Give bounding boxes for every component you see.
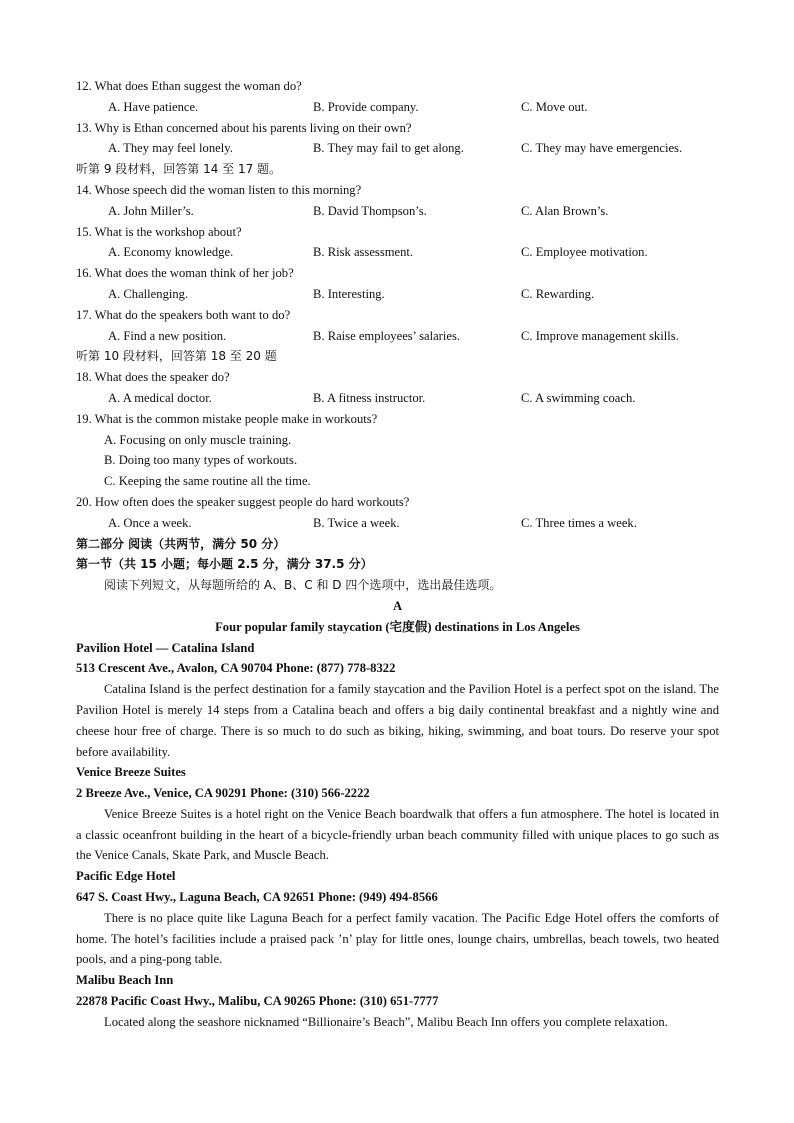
question-17-option-a[interactable]: A. Find a new position.	[108, 328, 227, 343]
question-14-option-c[interactable]: C. Alan Brown’s.	[521, 203, 609, 218]
reading-section-title: 第一节（共 15 小题；每小题 2.5 分，满分 37.5 分）	[76, 557, 373, 572]
question-12-option-a[interactable]: A. Have patience.	[108, 99, 199, 114]
hotel-1-address: 513 Crescent Ave., Avalon, CA 90704 Phone: (877) 778-8322	[76, 661, 396, 676]
question-16-option-c[interactable]: C. Rewarding.	[521, 286, 595, 301]
reading-part-title: 第二部分 阅读（共两节，满分 50 分）	[76, 536, 286, 551]
question-13-stem: 13. Why is Ethan concerned about his parents living on their own?	[76, 120, 412, 135]
question-12-option-b[interactable]: B. Provide company.	[313, 99, 419, 114]
question-15-option-c[interactable]: C. Employee motivation.	[521, 245, 648, 260]
question-13-option-b[interactable]: B. They may fail to get along.	[313, 141, 464, 156]
question-16-option-b[interactable]: B. Interesting.	[313, 286, 385, 301]
question-14-options	[76, 201, 719, 222]
question-20-stem: 20. How often does the speaker suggest people do hard workouts?	[76, 494, 410, 509]
question-20-options	[76, 513, 719, 534]
hotel-2-name: Venice Breeze Suites	[76, 765, 186, 780]
question-17-stem: 17. What do the speakers both want to do?	[76, 307, 291, 322]
question-16-options	[76, 284, 719, 305]
hotel-3-description	[76, 908, 719, 970]
question-20-option-c[interactable]: C. Three times a week.	[521, 515, 637, 530]
question-12-options	[76, 97, 719, 118]
question-12-option-c[interactable]: C. Move out.	[521, 99, 588, 114]
question-19-stem: 19. What is the common mistake people make in workouts?	[76, 411, 378, 426]
question-13-options	[76, 138, 719, 159]
hotel-2-address: 2 Breeze Ave., Venice, CA 90291 Phone: (310) 566-2222	[76, 786, 370, 801]
question-12-stem: 12. What does Ethan suggest the woman do?	[76, 79, 302, 93]
question-14-option-b[interactable]: B. David Thompson’s.	[313, 203, 427, 218]
question-17-option-b[interactable]: B. Raise employees’ salaries.	[313, 328, 460, 343]
hotel-4-address: 22878 Pacific Coast Hwy., Malibu, CA 90265 Phone: (310) 651-7777	[76, 994, 439, 1009]
question-18-option-b[interactable]: B. A fitness instructor.	[313, 390, 426, 405]
passage-letter: A	[392, 598, 403, 613]
question-14-option-a[interactable]: A. John Miller’s.	[108, 203, 194, 218]
page-content	[76, 76, 719, 1033]
hotel-4-text: Located along the seashore nicknamed “Billionaire’s Beach”, Malibu Beach Inn offers you complete relaxation.	[104, 1014, 668, 1029]
listening-instruction-10: 听第 10 段材料，回答第 18 至 20 题	[76, 349, 277, 364]
hotel-3-address: 647 S. Coast Hwy., Laguna Beach, CA 92651 Phone: (949) 494-8566	[76, 890, 438, 905]
question-16-option-a[interactable]: A. Challenging.	[108, 286, 189, 301]
hotel-3-text: There is no place quite like Laguna Beach for a perfect family vacation. The Pacific Edge Hotel offers the comforts of home. The hotel’s facilities include a praised pack ’n’ play for little ones, lounge chairs, umbrellas, beach towels, two heated pools, and a ping-pong table.	[76, 910, 719, 967]
question-15-options	[76, 242, 719, 263]
question-18-option-c[interactable]: C. A swimming coach.	[521, 390, 636, 405]
question-15-option-b[interactable]: B. Risk assessment.	[313, 245, 414, 260]
question-14-stem: 14. Whose speech did the woman listen to this morning?	[76, 182, 362, 197]
hotel-2-description	[76, 804, 719, 866]
hotel-3-name: Pacific Edge Hotel	[76, 869, 176, 884]
question-19-option-c[interactable]: C. Keeping the same routine all the time.	[104, 474, 311, 489]
question-17-option-c[interactable]: C. Improve management skills.	[521, 328, 679, 343]
question-19-option-b[interactable]: B. Doing too many types of workouts.	[104, 453, 298, 468]
question-20-option-a[interactable]: A. Once a week.	[108, 515, 192, 530]
question-20-option-b[interactable]: B. Twice a week.	[313, 515, 400, 530]
hotel-1-name: Pavilion Hotel — Catalina Island	[76, 640, 255, 655]
question-18-stem: 18. What does the speaker do?	[76, 370, 230, 385]
question-13-option-c[interactable]: C. They may have emergencies.	[521, 141, 683, 156]
hotel-4-description	[76, 1012, 719, 1033]
question-15-option-a[interactable]: A. Economy knowledge.	[108, 245, 234, 260]
hotel-1-description	[76, 679, 719, 762]
listening-instruction-9: 听第 9 段材料，回答第 14 至 17 题。	[76, 162, 282, 177]
reading-instruction: 阅读下列短文，从每题所给的 A、B、C 和 D 四个选项中，选出最佳选项。	[104, 578, 502, 593]
passage-title: Four popular family staycation (宅度假) destinations in Los Angeles	[215, 619, 580, 634]
question-15-stem: 15. What is the workshop about?	[76, 224, 242, 239]
question-17-options	[76, 326, 719, 347]
question-19-option-a[interactable]: A. Focusing on only muscle training.	[104, 432, 292, 447]
hotel-2-text: Venice Breeze Suites is a hotel right on the Venice Beach boardwalk that offers a fun atmosphere. The hotel is located in a classic oceanfront building in the heart of a bicycle-friendly urban beach community filled with unique places to go such as the Venice Canals, Skate Park, and Muscle Beach.	[76, 806, 719, 863]
question-13-option-a[interactable]: A. They may feel lonely.	[108, 141, 233, 156]
question-16-stem: 16. What does the woman think of her job?	[76, 266, 294, 281]
question-18-options	[76, 388, 719, 409]
hotel-1-text: Catalina Island is the perfect destination for a family staycation and the Pavilion Hotel is a perfect spot on the island. The Pavilion Hotel is merely 14 steps from a Catalina beach and offers a big daily continental breakfast and a nightly wine and cheese hour free of charge. There is so much to do such as biking, hiking, swimming, and boat tours. Do reserve your spot before availability.	[76, 682, 719, 759]
hotel-4-name: Malibu Beach Inn	[76, 973, 174, 988]
question-18-option-a[interactable]: A. A medical doctor.	[108, 390, 212, 405]
